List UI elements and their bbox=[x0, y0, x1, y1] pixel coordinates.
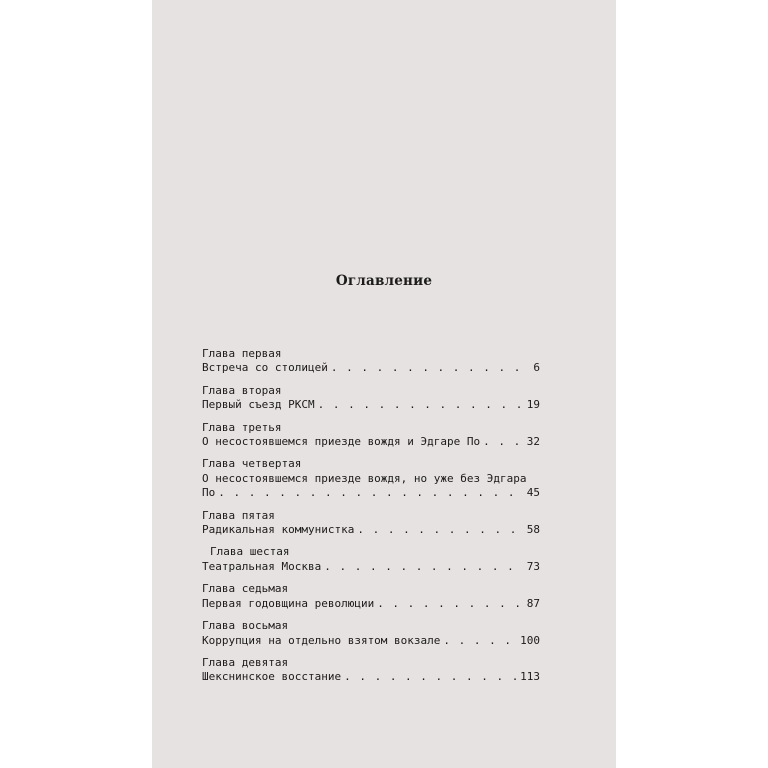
chapter-title: Встреча со столицей bbox=[202, 361, 328, 375]
chapter-label: Глава первая bbox=[202, 347, 282, 360]
toc-entry-7 bbox=[202, 582, 540, 611]
toc-entry-1 bbox=[202, 347, 540, 376]
chapter-title: Первая годовщина революции bbox=[202, 596, 375, 610]
chapter-label: Глава пятая bbox=[202, 508, 275, 522]
chapter-title-row bbox=[202, 670, 540, 684]
chapter-title: Шекснинское восстание bbox=[202, 670, 342, 684]
chapter-label: Глава четвертая bbox=[202, 457, 302, 471]
chapter-title-row bbox=[202, 435, 540, 449]
chapter-title: Коррупция на отдельно взятом вокзале bbox=[202, 633, 441, 647]
toc-entry-6 bbox=[202, 545, 540, 574]
dot-leader bbox=[331, 361, 531, 375]
chapter-title: Первый съезд РКСМ bbox=[202, 398, 315, 412]
chapter-title: По bbox=[202, 486, 216, 500]
page-number: 87 bbox=[526, 596, 540, 610]
dot-leader bbox=[318, 398, 524, 412]
page-number: 45 bbox=[526, 486, 540, 500]
chapter-label: Глава вторая bbox=[202, 383, 282, 397]
page-number: 113 bbox=[520, 670, 540, 684]
dot-leader bbox=[483, 435, 524, 449]
dot-leader bbox=[377, 597, 524, 611]
chapter-title: Радикальная коммунистка bbox=[202, 523, 355, 537]
toc-entry-2 bbox=[202, 384, 540, 413]
toc-entry-8 bbox=[202, 619, 540, 648]
table-of-contents bbox=[202, 347, 540, 693]
book-page bbox=[152, 0, 616, 768]
page-number: 6 bbox=[533, 361, 540, 375]
dot-leader bbox=[443, 634, 517, 648]
page-number: 100 bbox=[520, 633, 540, 647]
chapter-label: Глава третья bbox=[202, 420, 282, 434]
chapter-title-row bbox=[202, 523, 540, 537]
chapter-title-row bbox=[202, 560, 540, 574]
toc-heading: Оглавление bbox=[335, 273, 433, 289]
chapter-title-row bbox=[202, 398, 540, 412]
chapter-title: О несостоявшемся приезде вождя и Эдгаре По bbox=[202, 435, 481, 449]
chapter-title-row bbox=[202, 597, 540, 611]
dot-leader bbox=[357, 523, 523, 537]
page-number: 32 bbox=[526, 435, 540, 449]
chapter-label: Глава седьмая bbox=[202, 582, 289, 596]
chapter-label: Глава восьмая bbox=[202, 619, 289, 633]
dot-leader bbox=[218, 486, 524, 500]
chapter-label: Глава шестая bbox=[210, 545, 290, 559]
chapter-title-row bbox=[202, 486, 540, 500]
page-number: 19 bbox=[526, 398, 540, 412]
chapter-title-row bbox=[202, 361, 540, 375]
dot-leader bbox=[324, 560, 524, 574]
toc-entry-3 bbox=[202, 421, 540, 450]
chapter-label: Глава девятая bbox=[202, 655, 289, 669]
dot-leader bbox=[344, 670, 517, 684]
toc-entry-9 bbox=[202, 656, 540, 685]
page-number: 58 bbox=[526, 523, 540, 537]
toc-entry-4 bbox=[202, 457, 540, 500]
toc-entry-5 bbox=[202, 509, 540, 538]
page-number: 73 bbox=[526, 559, 540, 573]
chapter-title-line: О несостоявшемся приезде вождя, но уже без Эдгара bbox=[202, 471, 527, 485]
chapter-title-row bbox=[202, 634, 540, 648]
chapter-title: Театральная Москва bbox=[202, 559, 322, 573]
